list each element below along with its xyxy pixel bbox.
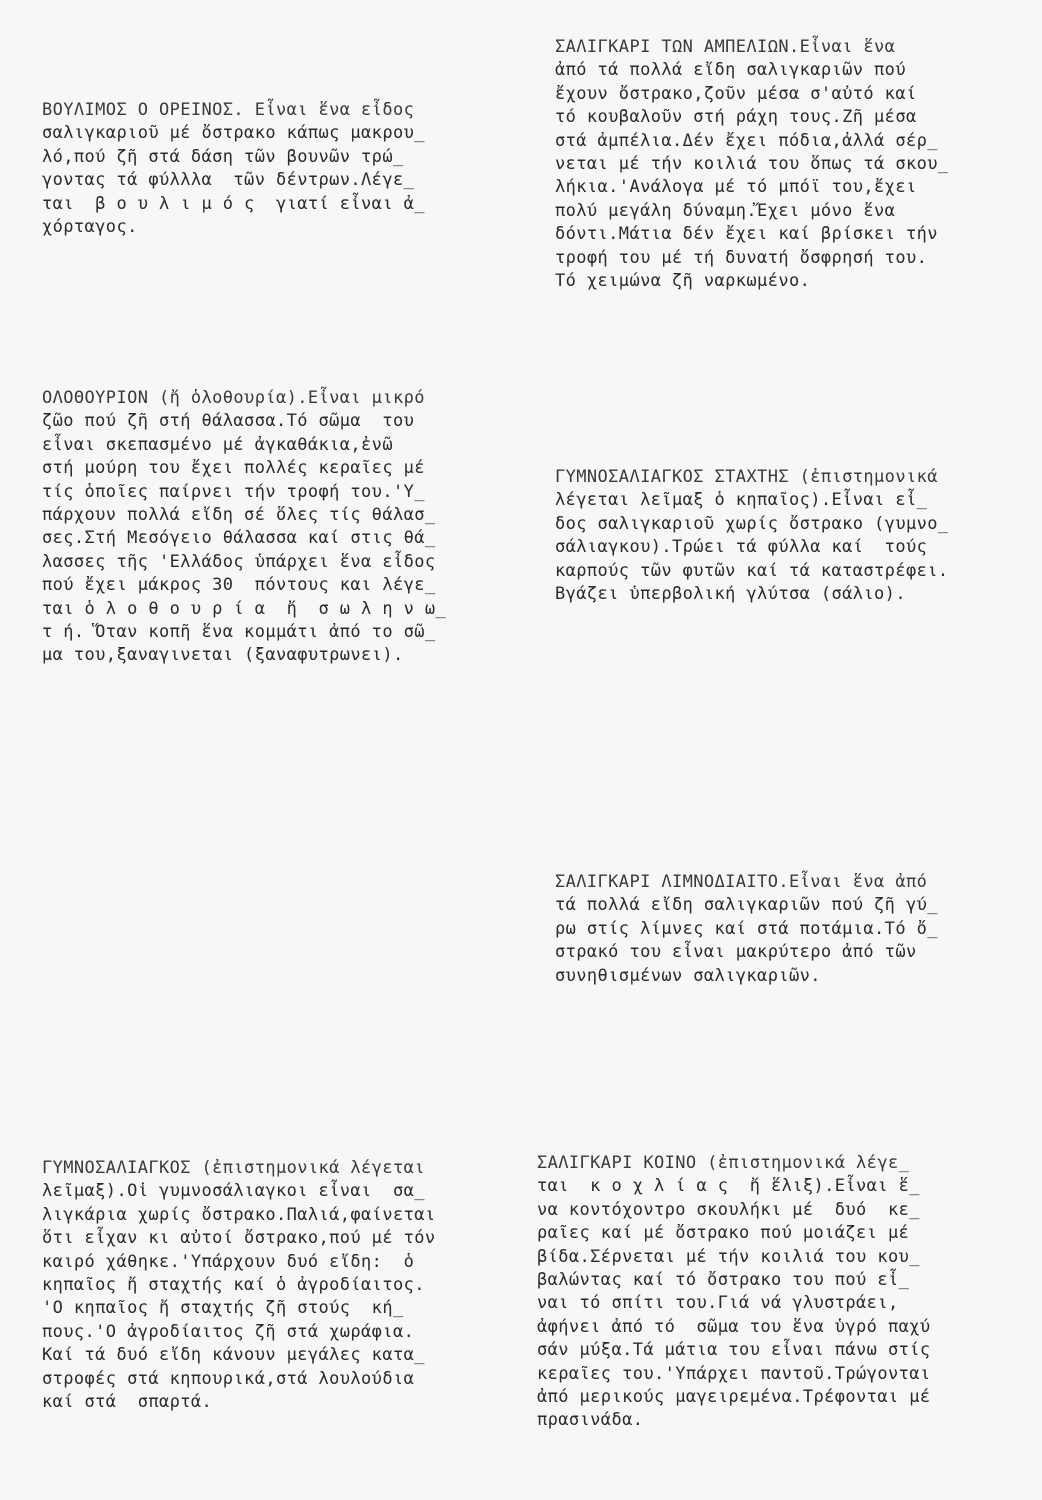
entry-text-line: γοντας τά φύλλλα τῶν δέντρων.Λέγε_ (42, 170, 415, 191)
entry-heading-line: ΒΟΥΛΙΜΟΣ Ο ΟΡΕΙΝΟΣ. Εἶναι ἕνα εἶδος (42, 100, 415, 120)
entry-text-line: πρασινάδα. (537, 1410, 644, 1431)
entry-text-line: ραῖες καί μέ ὄστρακο πού μοιάζει μέ (537, 1223, 910, 1244)
entry-text-line: μα του,ξαναγινεται (ξαναφυτρωνει). (42, 645, 404, 666)
entry-heading-line: ΣΑΛΙΓΚΑΡΙ ΚΟΙΝΟ (ἐπιστημονικά λέγε_ (537, 1153, 910, 1173)
entry-saligkari-ampelion (555, 36, 949, 293)
entry-text-line: χόρταγος. (42, 217, 138, 238)
entry-text-line: ὅτι εἶχαν κι αὐτοί ὄστρακο,πού μέ τόν (42, 1228, 436, 1249)
entry-text-line: λασσες τῆς 'Ελλάδος ὑπάρχει ἕνα εἶδος (42, 551, 436, 572)
entry-text-line: λήκια.'Ανάλογα μέ τό μπόϊ του,ἔχει (555, 177, 917, 198)
entry-text-line: Καί τά δυό εἴδη κάνουν μεγάλες κατα_ (42, 1345, 425, 1366)
entry-text-line: κεραῖες του.'Υπάρχει παντοῦ.Τρώγονται (537, 1363, 931, 1384)
entry-text-line: δος σαλιγκαριοῦ χωρίς ὄστρακο (γυμνο_ (555, 513, 949, 534)
entry-text-line: Τό χειμώνα ζῆ ναρκωμένο. (555, 271, 811, 292)
entry-text-line: 'Ο κηπαῖος ἤ σταχτής ζῆ στούς κή_ (42, 1298, 404, 1319)
entry-text-line: ται β ο υ λ ι μ ό ς γιατί εἶναι ἀ_ (42, 193, 425, 214)
entry-text-line: λεῖμαξ).Οἱ γυμνοσάλιαγκοι εἶναι σα_ (42, 1181, 425, 1202)
entry-text-line: ἔχουν ὄστρακο,ζοῦν μέσα σ'αὐτό καί (555, 83, 917, 104)
entry-text-line: σες.Στή Μεσόγειο θάλασσα καί στις θά_ (42, 528, 436, 549)
entry-bouleimos (42, 99, 425, 239)
entry-text-line: ναι τό σπίτι του.Γιά νά γλυστράει, (537, 1293, 899, 1314)
entry-text-line: καί στά σπαρτά. (42, 1392, 213, 1413)
entry-text-line: βίδα.Σέρνεται μέ τήν κοιλιά του κου_ (537, 1246, 920, 1267)
entry-text-line: ρω στίς λίμνες καί στά ποτάμια.Τό ὄ_ (555, 918, 938, 939)
entry-olothourion (42, 387, 446, 668)
entry-saligkari-limnodiaito (555, 871, 938, 988)
entry-text-line: λιγκάρια χωρίς ὄστρακο.Παλιά,φαίνεται (42, 1204, 436, 1225)
entry-text-line: τροφή του μέ τή δυνατή ὄσφρησή του. (555, 247, 928, 268)
entry-heading-line: ΓΥΜΝΟΣΑΛΙΑΓΚΟΣ (ἐπιστημονικά λέγεται (42, 1158, 425, 1178)
entry-text-line: πάρχουν πολλά εἴδη σέ ὅλες τίς θάλασ_ (42, 505, 436, 526)
entry-gymnosaliagkos-stachtis (555, 466, 949, 606)
entry-text-line: Βγάζει ὑπερβολική γλύτσα (σάλιο). (555, 584, 906, 605)
entry-text-line: στά ἀμπέλια.Δέν ἔχει πόδια,ἀλλά σέρ_ (555, 130, 938, 151)
entry-text-line: ἀφήνει ἀπό τό σῶμα του ἕνα ὑγρό παχύ (537, 1316, 931, 1337)
entry-text-line: καιρό χάθηκε.'Υπάρχουν δυό εἴδη: ὁ (42, 1251, 415, 1272)
entry-text-line: σάν μύξα.Τά μάτια του εἶναι πάνω στίς (537, 1340, 931, 1361)
entry-text-line: στροφές στά κηπουρικά,στά λουλούδια (42, 1368, 415, 1389)
entry-heading-line: ΟΛΟΘΟΥΡΙΟΝ (ἤ ὁλοθουρία).Εἶναι μικρό (42, 388, 425, 408)
entry-text-line: στή μούρη του ἔχει πολλές κεραῖες μέ (42, 458, 425, 479)
entry-text-line: νεται μέ τήν κοιλιά του ὅπως τά σκου_ (555, 154, 949, 175)
entry-text-line: ται κ ο χ λ ί α ς ἤ ἕλιξ).Εἶναι ἕ_ (537, 1176, 920, 1197)
entry-text-line: ζῶο πού ζῆ στή θάλασσα.Τό σῶμα του (42, 411, 415, 432)
entry-text-line: πού ἔχει μάκρος 30 πόντους και λέγε_ (42, 575, 436, 596)
entry-text-line: ἀπό τά πολλά εἴδη σαλιγκαριῶν πού (555, 60, 906, 81)
entry-text-line: λέγεται λεῖμαξ ὁ κηπαῖος).Εἶναι εἶ_ (555, 490, 928, 511)
entry-text-line: συνηθισμένων σαλιγκαριῶν. (555, 965, 821, 986)
entry-text-line: σαλιγκαριοῦ μέ ὄστρακο κάπως μακρου_ (42, 123, 425, 144)
entry-text-line: βαλώντας καί τό ὄστρακο του πού εἶ_ (537, 1270, 910, 1291)
entry-text-line: στρακό του εἶναι μακρύτερο ἀπό τῶν (555, 942, 917, 963)
entry-text-line: κηπαῖος ἤ σταχτής καί ὁ ἀγροδίαιτος. (42, 1275, 425, 1296)
entry-text-line: τ ή. Ὅταν κοπῆ ἕνα κομμάτι ἀπό το σῶ_ (42, 622, 436, 643)
entry-heading-line: ΣΑΛΙΓΚΑΡΙ ΛΙΜΝΟΔΙΑΙΤΟ.Εἶναι ἕνα ἀπό (555, 872, 928, 892)
entry-text-line: καρπούς τῶν φυτῶν καί τά καταστρέφει. (555, 560, 949, 581)
entry-heading-line: ΣΑΛΙΓΚΑΡΙ ΤΩΝ ΑΜΠΕΛΙΩΝ.Εἶναι ἕνα (555, 37, 896, 57)
entry-text-line: τίς ὁποῖες παίρνει τήν τροφή του.'Υ_ (42, 481, 425, 502)
entry-heading-line: ΓΥΜΝΟΣΑΛΙΑΓΚΟΣ ΣΤΑΧΤΗΣ (ἐπιστημονικά (555, 467, 938, 487)
entry-text-line: τά πολλά εἴδη σαλιγκαριῶν πού ζῆ γύ_ (555, 895, 938, 916)
entry-saligkari-koino (537, 1152, 931, 1433)
entry-text-line: ται ὁ λ ο θ ο υ ρ ί α ἤ σ ω λ η ν ω_ (42, 598, 447, 619)
entry-text-line: σάλιαγκου).Τρώει τά φύλλα καί τούς (555, 537, 928, 558)
entry-gymnosaliagkos (42, 1157, 436, 1414)
entry-text-line: πολύ μεγάλη δύναμη.Ἔχει μόνο ἕνα (555, 200, 896, 221)
entry-text-line: πους.'Ο ἀγροδίαιτος ζῆ στά χωράφια. (42, 1321, 415, 1342)
entry-text-line: τό κουβαλοῦν στή ράχη τους.Ζῆ μέσα (555, 107, 917, 128)
entry-text-line: λό,πού ζῆ στά δάση τῶν βουνῶν τρώ_ (42, 146, 404, 167)
entry-text-line: δόντι.Μάτια δέν ἔχει καί βρίσκει τήν (555, 224, 938, 245)
entry-text-line: ἀπό μερικούς μαγειρεμένα.Τρέφονται μέ (537, 1387, 931, 1408)
entry-text-line: εἶναι σκεπασμένο μέ ἀγκαθάκια,ἐνῶ (42, 434, 393, 455)
entry-text-line: να κοντόχοντρο σκουλήκι μέ δυό κε_ (537, 1199, 920, 1220)
